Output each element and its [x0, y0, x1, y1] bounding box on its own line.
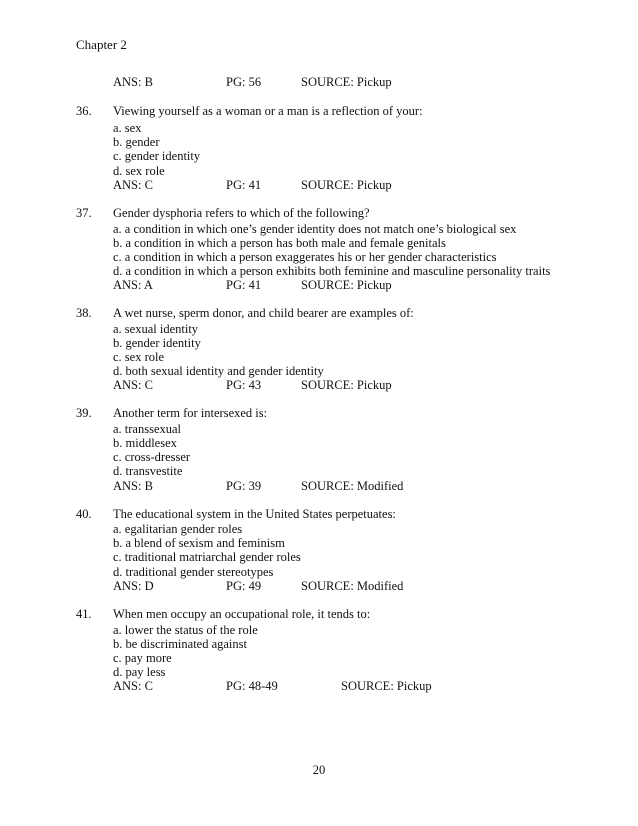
page-reference: PG: 41: [226, 178, 262, 192]
option-d: d. pay less: [113, 665, 166, 679]
question-text: Gender dysphoria refers to which of the following?: [113, 206, 370, 220]
source-label: SOURCE: Modified: [301, 479, 404, 493]
answer-key: ANS: C: [113, 378, 153, 392]
option-b: b. gender: [113, 135, 160, 149]
answer-key: ANS: B: [113, 479, 153, 493]
question-number: 39.: [76, 406, 92, 420]
option-c: c. cross-dresser: [113, 450, 191, 464]
option-b: b. a condition in which a person has both male and female genitals: [113, 236, 446, 250]
answer-key: ANS: A: [113, 278, 153, 292]
question-text: Another term for intersexed is:: [113, 406, 268, 420]
question-text: When men occupy an occupational role, it tends to:: [113, 607, 371, 621]
page-reference: PG: 41: [226, 278, 262, 292]
option-a: a. a condition in which one’s gender identity does not match one’s biological sex: [113, 222, 517, 236]
page-reference: PG: 39: [226, 479, 262, 493]
page-number: 20: [312, 763, 326, 777]
option-b: b. gender identity: [113, 336, 201, 350]
option-a: a. sex: [113, 121, 142, 135]
source-label: SOURCE: Pickup: [301, 75, 392, 89]
source-label: SOURCE: Pickup: [301, 178, 392, 192]
option-a: a. transsexual: [113, 422, 182, 436]
option-c: c. pay more: [113, 651, 172, 665]
source-label: SOURCE: Pickup: [301, 378, 392, 392]
option-c: c. sex role: [113, 350, 165, 364]
option-c: c. gender identity: [113, 149, 201, 163]
option-b: b. be discriminated against: [113, 637, 247, 651]
option-a: a. lower the status of the role: [113, 623, 258, 637]
page-reference: PG: 43: [226, 378, 262, 392]
page-reference: PG: 48-49: [226, 679, 278, 693]
option-d: d. a condition in which a person exhibits both feminine and masculine personality traits: [113, 264, 551, 278]
option-a: a. egalitarian gender roles: [113, 522, 243, 536]
source-label: SOURCE: Pickup: [341, 679, 432, 693]
chapter-heading: Chapter 2: [76, 37, 127, 52]
answer-key: ANS: C: [113, 679, 153, 693]
question-number: 37.: [76, 206, 92, 220]
question-number: 40.: [76, 507, 92, 521]
option-d: d. both sexual identity and gender identity: [113, 364, 324, 378]
option-b: b. middlesex: [113, 436, 177, 450]
option-b: b. a blend of sexism and feminism: [113, 536, 285, 550]
page-reference: PG: 49: [226, 579, 262, 593]
answer-key: ANS: D: [113, 579, 154, 593]
answer-key: ANS: B: [113, 75, 153, 89]
question-text: A wet nurse, sperm donor, and child bearer are examples of:: [113, 306, 414, 320]
option-c: c. a condition in which a person exaggerates his or her gender characteristics: [113, 250, 497, 264]
question-text: The educational system in the United States perpetuates:: [113, 507, 396, 521]
option-d: d. transvestite: [113, 464, 183, 478]
source-label: SOURCE: Pickup: [301, 278, 392, 292]
question-number: 36.: [76, 104, 92, 118]
question-number: 38.: [76, 306, 92, 320]
option-d: d. traditional gender stereotypes: [113, 565, 274, 579]
source-label: SOURCE: Modified: [301, 579, 404, 593]
answer-key: ANS: C: [113, 178, 153, 192]
question-number: 41.: [76, 607, 92, 621]
option-d: d. sex role: [113, 164, 165, 178]
page-reference: PG: 56: [226, 75, 262, 89]
option-a: a. sexual identity: [113, 322, 199, 336]
question-text: Viewing yourself as a woman or a man is a reflection of your:: [113, 104, 423, 118]
option-c: c. traditional matriarchal gender roles: [113, 550, 301, 564]
